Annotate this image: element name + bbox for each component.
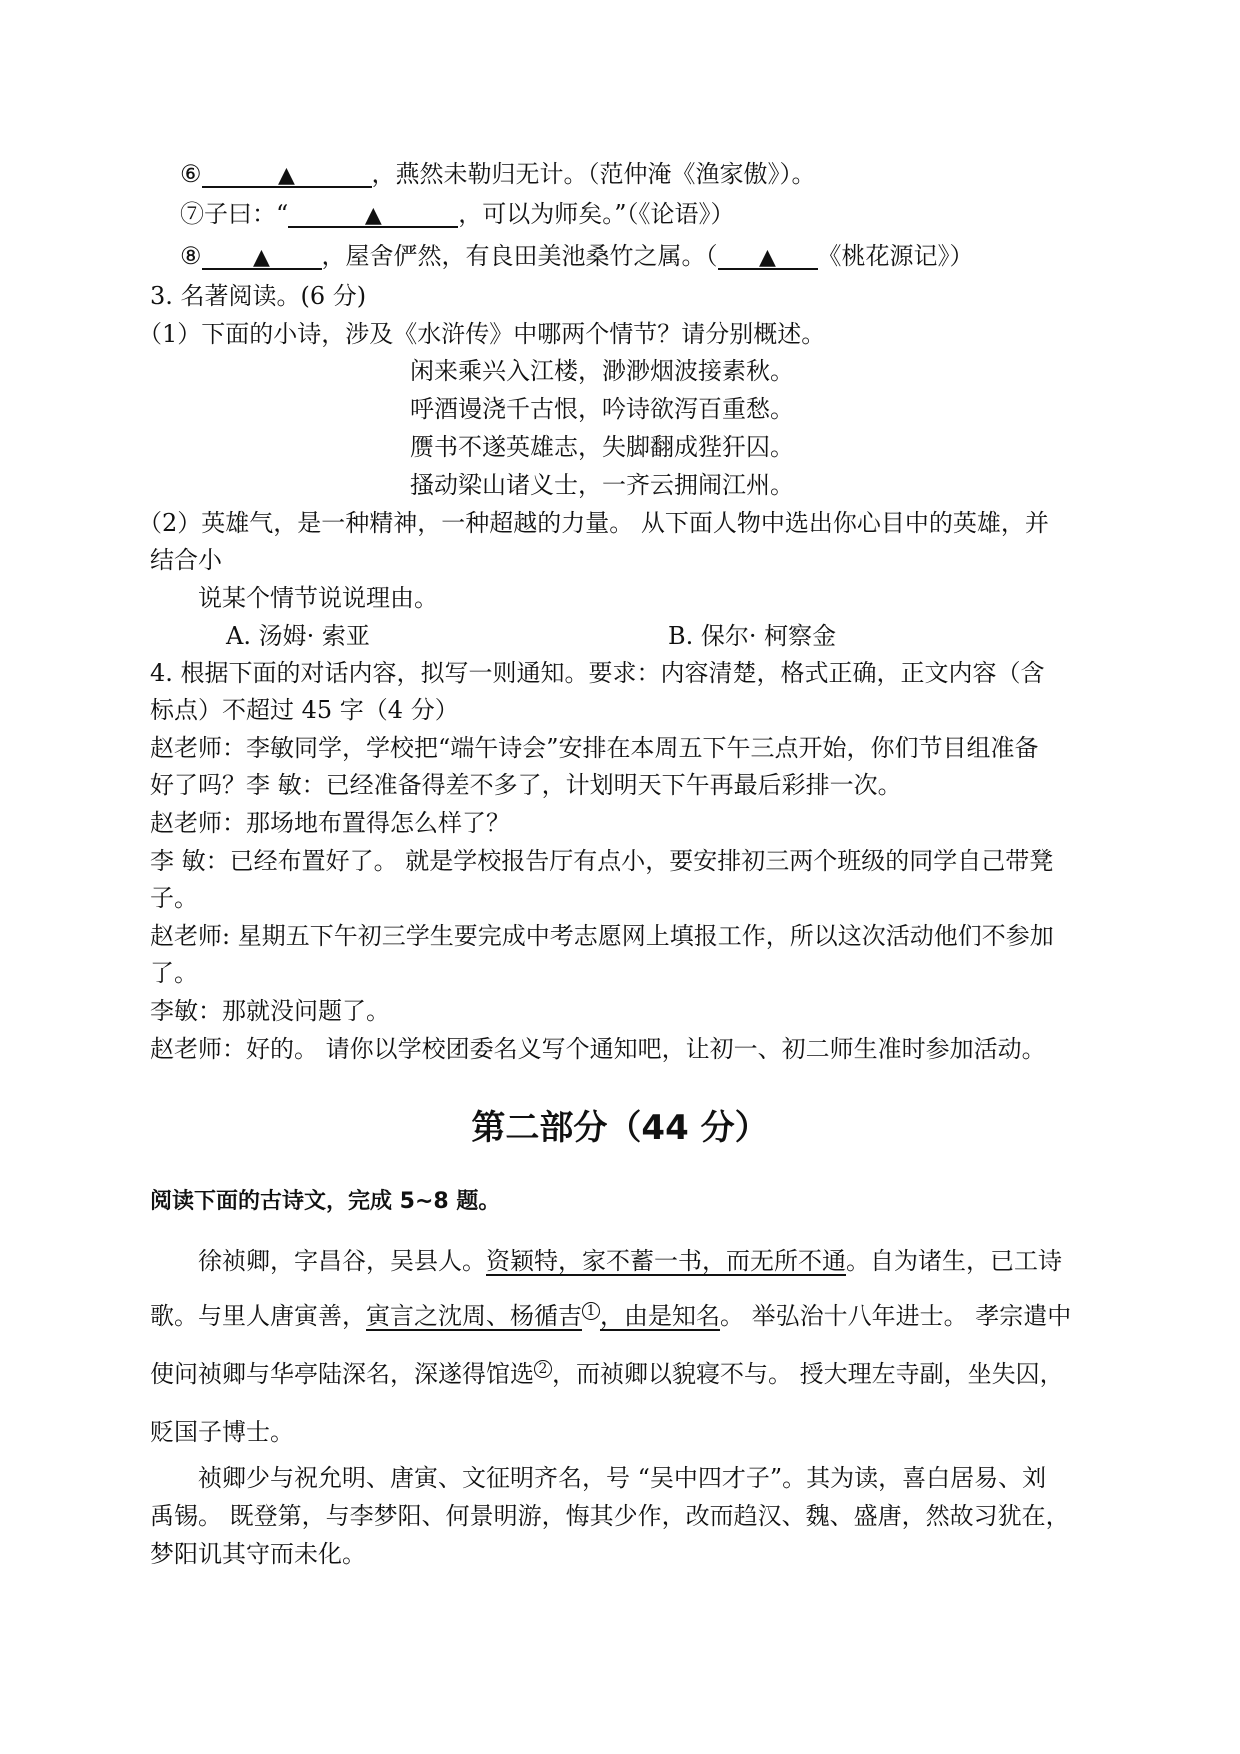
q3-part2-cont: 说某个情节说说理由。 [198, 584, 438, 612]
line-text: ，燕然未勒归无计。（范仲淹《渔家傲》）。 [371, 160, 816, 188]
answer-blank[interactable] [202, 158, 372, 188]
passage-text: 。自为诸生，已工诗 [846, 1247, 1062, 1275]
passage-text: ，而祯卿以貌寝不与。 授大理左寺副，坐失囚， [552, 1360, 1064, 1388]
passage-line [150, 1300, 1071, 1332]
poem-line: 搔动梁山诸义士，一齐云拥闹江州。 [410, 471, 794, 499]
footnote-marker: 1 [582, 1302, 600, 1320]
q3-part2-cont: 结合小 [150, 546, 222, 574]
dialogue-line: 了。 [150, 959, 198, 987]
dialogue-line: 赵老师：李敏同学，学校把“端午诗会”安排在本周五下午三点开始，你们节目组准备 [150, 734, 1039, 762]
passage-text: 徐祯卿，字昌谷，吴县人。 [198, 1247, 486, 1275]
answer-blank[interactable] [202, 240, 322, 270]
triangle-icon: ▲ [364, 203, 382, 228]
passage-text: 。 举弘治十八年进士。 孝宗遣中 [720, 1302, 1072, 1330]
section-title: 第二部分（44 分） [471, 1108, 769, 1148]
option-b: B. 保尔· 柯察金 [668, 622, 837, 650]
passage-line [150, 1358, 1064, 1390]
passage-line: 梦阳讥其守而未化。 [150, 1540, 366, 1568]
triangle-icon: ▲ [253, 245, 270, 270]
passage-line: 禹锡。 既登第，与李梦阳、何景明游，悔其少作，改而趋汉、魏、盛唐，然故习犹在， [150, 1502, 1070, 1530]
dialogue-line: 李 敏：已经布置好了。 就是学校报告厅有点小，要安排初三两个班级的同学自己带凳 [150, 847, 1054, 875]
dialogue-line: 李敏：那就没问题了。 [150, 997, 390, 1025]
line-text: 《桃花源记》） [817, 242, 974, 270]
q4-heading: 4. 根据下面的对话内容，拟写一则通知。要求：内容清楚，格式正确，正文内容（含 [150, 659, 1045, 687]
line-7 [180, 198, 735, 230]
footnote-marker: 2 [534, 1360, 552, 1378]
line-8 [180, 240, 974, 272]
reading-instruction: 阅读下面的古诗文，完成 5~8 题。 [150, 1189, 501, 1214]
dialogue-line: 赵老师：好的。 请你以学校团委名义写个通知吧，让初一、初二师生准时参加活动。 [150, 1035, 1046, 1063]
line-6 [180, 158, 816, 190]
poem-line: 赝书不遂英雄志，失脚翻成狴犴囚。 [410, 433, 794, 461]
dialogue-line: 赵老师：那场地布置得怎么样了？ [150, 809, 510, 837]
dialogue-line: 好了吗？李 敏：已经准备得差不多了，计划明天下午再最后彩排一次。 [150, 771, 902, 799]
underlined-text: 寅言之沈周、杨循吉 [366, 1302, 582, 1330]
underlined-text: 资颖特，家不蓄一书，而无所不通 [486, 1247, 846, 1275]
q3-part2: （2）英雄气，是一种精神，一种超越的力量。 从下面人物中选出你心目中的英雄，并 [138, 509, 1049, 537]
triangle-icon: ▲ [759, 245, 776, 270]
q4-heading-cont: 标点）不超过 45 字（4 分） [150, 696, 459, 724]
passage-line: 祯卿少与祝允明、唐寅、文征明齐名，号 “吴中四才子”。其为读，喜白居易、刘 [198, 1464, 1047, 1492]
poem-line: 闲来乘兴入江楼，渺渺烟波接素秋。 [410, 357, 794, 385]
passage-line [198, 1245, 1062, 1277]
answer-blank[interactable] [718, 240, 818, 270]
option-a: A. 汤姆· 索亚 [226, 622, 370, 650]
underlined-text: ，由是知名 [600, 1302, 720, 1330]
passage-text: 歌。与里人唐寅善， [150, 1302, 366, 1330]
dialogue-line: 赵老师: 星期五下午初三学生要完成中考志愿网上填报工作，所以这次活动他们不参加 [150, 922, 1054, 950]
line-text: ⑦子曰：“ [180, 200, 289, 228]
q3-part1: （1）下面的小诗，涉及《水浒传》中哪两个情节？请分别概述。 [138, 320, 826, 348]
line-text: ，屋舍俨然，有良田美池桑竹之属。（ [321, 242, 718, 270]
answer-blank[interactable] [288, 198, 458, 228]
item-number: ⑥ [180, 160, 202, 188]
triangle-icon: ▲ [278, 163, 295, 188]
passage-line: 贬国子博士。 [150, 1418, 294, 1446]
passage-text: 使问祯卿与华亭陆深名，深遂得馆选 [150, 1360, 534, 1388]
item-number: ⑧ [180, 242, 202, 270]
q3-heading: 3. 名著阅读。(6 分) [150, 282, 367, 310]
line-text: ，可以为师矣。”（《论语》） [458, 200, 735, 228]
poem-line: 呼酒谩浇千古恨，吟诗欲泻百重愁。 [410, 395, 794, 423]
dialogue-line: 子。 [150, 884, 198, 912]
